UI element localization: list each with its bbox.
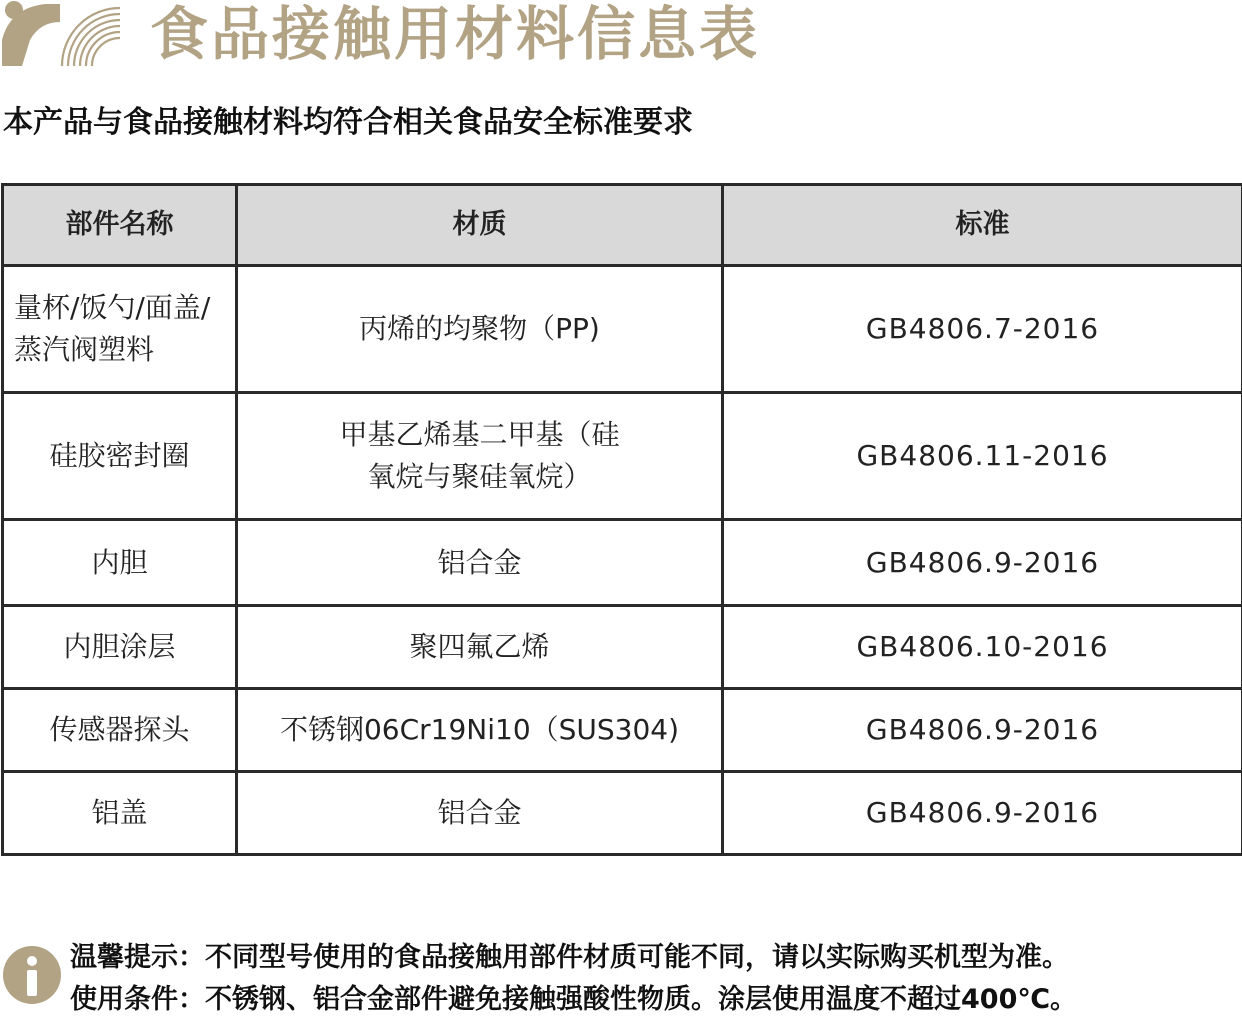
part-name-cell: 硅胶密封圈 <box>3 393 237 520</box>
material-cell: 不锈钢06Cr19Ni10（SUS304) <box>237 689 723 772</box>
note-line-1: 温馨提示：不同型号使用的食品接触用部件材质可能不同，请以实际购买机型为准。 <box>70 938 1069 978</box>
table-row <box>3 772 1242 855</box>
standard-cell: GB4806.9-2016 <box>723 520 1242 606</box>
standard-cell: GB4806.10-2016 <box>723 606 1242 689</box>
material-cell: 铝合金 <box>237 520 723 606</box>
standard-cell: GB4806.7-2016 <box>723 266 1242 393</box>
header-part-name: 部件名称 <box>3 185 237 266</box>
table-row <box>3 606 1242 689</box>
table-header-row <box>3 185 1242 266</box>
table-row <box>3 689 1242 772</box>
standard-cell: GB4806.9-2016 <box>723 689 1242 772</box>
material-cell: 丙烯的均聚物（PP) <box>237 266 723 393</box>
material-info-table <box>1 183 1242 856</box>
standard-cell: GB4806.9-2016 <box>723 772 1242 855</box>
header-material: 材质 <box>237 185 723 266</box>
material-cell: 聚四氟乙烯 <box>237 606 723 689</box>
table-row <box>3 393 1242 520</box>
part-name-cell: 内胆涂层 <box>3 606 237 689</box>
brand-logo-icon <box>0 0 130 68</box>
page-subtitle: 本产品与食品接触材料均符合相关食品安全标准要求 <box>3 100 693 146</box>
part-name-cell: 内胆 <box>3 520 237 606</box>
page-title: 食品接触用材料信息表 <box>150 0 760 68</box>
part-name-cell: 传感器探头 <box>3 689 237 772</box>
material-cell: 甲基乙烯基二甲基（硅氧烷与聚硅氧烷） <box>237 393 723 520</box>
material-cell: 铝合金 <box>237 772 723 855</box>
part-name-cell: 铝盖 <box>3 772 237 855</box>
part-name-cell: 量杯/饭勺/面盖/蒸汽阀塑料 <box>3 266 237 393</box>
standard-cell: GB4806.11-2016 <box>723 393 1242 520</box>
info-icon <box>3 946 61 1004</box>
table-row <box>3 266 1242 393</box>
table-row <box>3 520 1242 606</box>
note-line-2: 使用条件：不锈钢、铝合金部件避免接触强酸性物质。涂层使用温度不超过400℃。 <box>70 980 1077 1020</box>
header-standard: 标准 <box>723 185 1242 266</box>
